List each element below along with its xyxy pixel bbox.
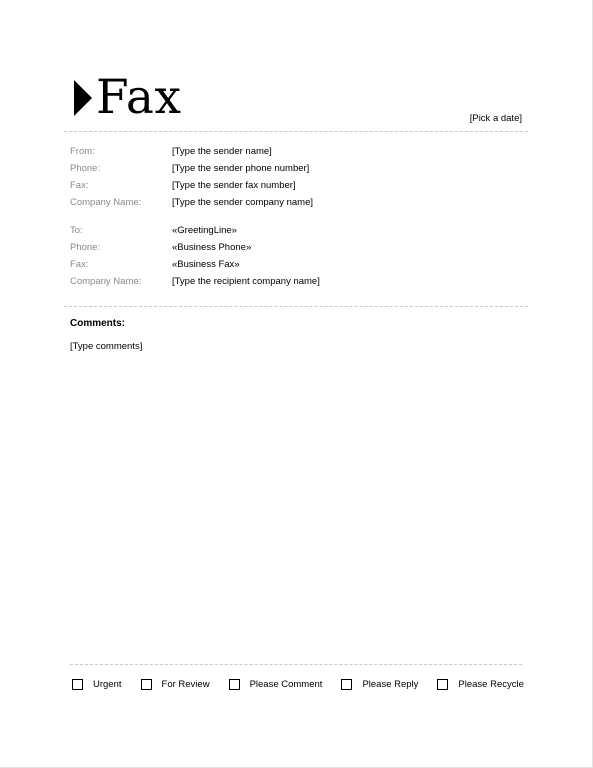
comments-field[interactable]: [Type comments]: [70, 341, 143, 352]
recipient-phone-row: [70, 242, 251, 253]
recipient-name-field[interactable]: «GreetingLine»: [172, 225, 237, 236]
checkbox-label: Please Reply: [362, 679, 419, 690]
field-label: Phone:: [70, 163, 101, 174]
header-divider: [64, 131, 528, 132]
recipient-fax-row: [70, 259, 240, 270]
recipient-phone-field[interactable]: «Business Phone»: [172, 242, 252, 253]
checkbox-icon[interactable]: [341, 679, 352, 690]
field-label: From:: [70, 146, 95, 157]
sender-company-row: [70, 197, 313, 208]
recipient-company-field[interactable]: [Type the recipient company name]: [172, 276, 320, 287]
sender-fax-row: [70, 180, 296, 191]
checkbox-label: Please Comment: [249, 679, 323, 690]
sender-company-field[interactable]: [Type the sender company name]: [172, 197, 313, 208]
field-label: To:: [70, 225, 83, 236]
comments-heading: Comments:: [70, 318, 126, 329]
footer-divider: [70, 664, 522, 665]
checkbox-label: Urgent: [93, 679, 122, 690]
checkbox-icon[interactable]: [141, 679, 152, 690]
please-reply-checkbox[interactable]: [341, 679, 418, 690]
please-comment-checkbox[interactable]: [229, 679, 323, 690]
recipient-divider: [64, 306, 528, 307]
checkbox-icon[interactable]: [72, 679, 83, 690]
page-title: Fax: [96, 70, 182, 125]
recipient-fax-field[interactable]: «Business Fax»: [172, 259, 240, 270]
fax-header: [74, 72, 181, 124]
recipient-company-row: [70, 276, 320, 287]
sender-fax-field[interactable]: [Type the sender fax number]: [172, 180, 296, 191]
checkbox-label: For Review: [161, 679, 210, 690]
checkbox-icon[interactable]: [229, 679, 240, 690]
field-label: Company Name:: [70, 197, 142, 208]
field-label: Fax:: [70, 180, 89, 191]
urgent-checkbox[interactable]: [72, 679, 122, 690]
field-label: Phone:: [70, 242, 101, 253]
please-recycle-checkbox[interactable]: [437, 679, 523, 690]
sender-phone-field[interactable]: [Type the sender phone number]: [172, 163, 310, 174]
play-arrow-icon: [74, 80, 94, 116]
checkbox-icon[interactable]: [437, 679, 448, 690]
date-field[interactable]: [Pick a date]: [469, 113, 522, 124]
sender-name-field[interactable]: [Type the sender name]: [172, 146, 272, 157]
field-label: Company Name:: [70, 276, 142, 287]
recipient-to-row: [70, 225, 237, 236]
checkbox-label: Please Recycle: [458, 679, 524, 690]
for-review-checkbox[interactable]: [141, 679, 210, 690]
field-label: Fax:: [70, 259, 89, 270]
checkbox-row: [72, 679, 524, 690]
sender-phone-row: [70, 163, 309, 174]
sender-from-row: [70, 146, 272, 157]
